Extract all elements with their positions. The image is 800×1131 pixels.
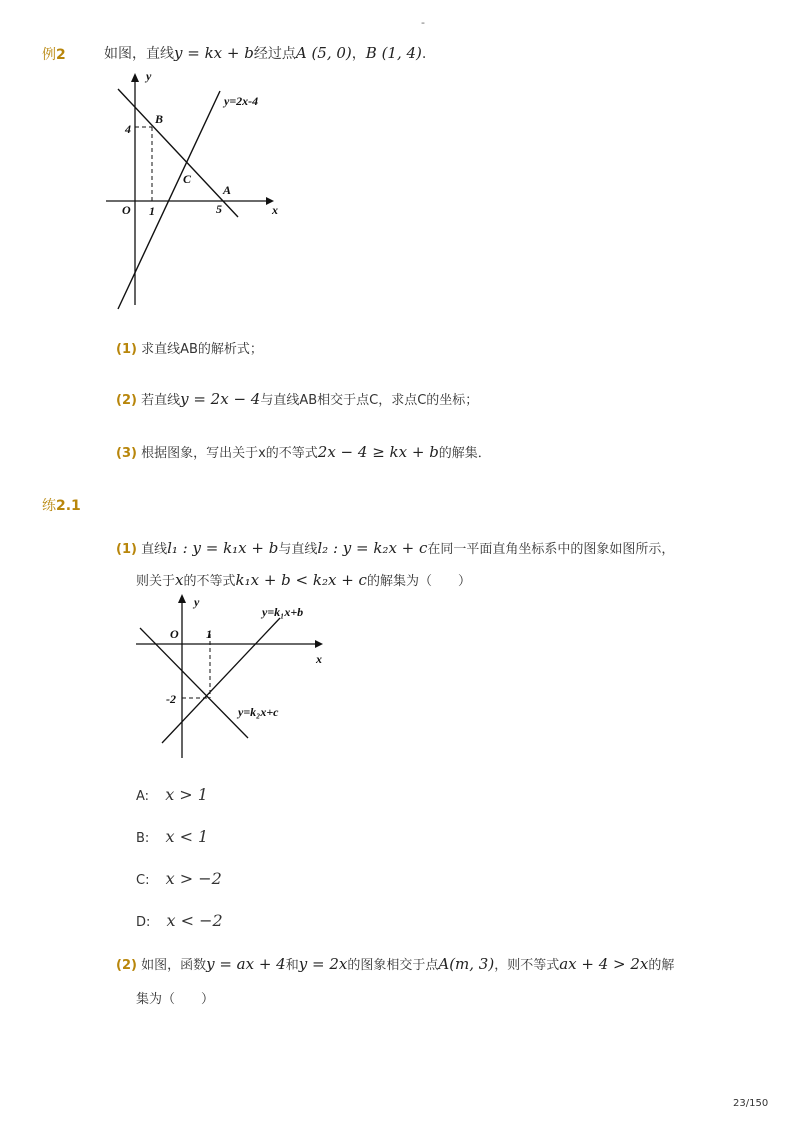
practice-1-line2-mid: 的不等式 xyxy=(183,574,236,589)
practice-2-mid2: 的图象相交于点 xyxy=(347,958,439,973)
option-b[interactable] xyxy=(136,827,208,846)
fig1-tick-4: 4 xyxy=(125,122,131,136)
fig2-x-label: x xyxy=(316,652,322,666)
practice-2-point: A(m, 3) xyxy=(438,955,495,973)
option-c[interactable] xyxy=(136,869,222,888)
fig1-tick-1: 1 xyxy=(149,204,155,218)
practice-2-pre: 如图，函数 xyxy=(141,958,207,973)
practice-1-line-l1: l₁ : y = k₁x + b xyxy=(167,539,279,557)
figure-2 xyxy=(130,588,330,763)
question-2-equation: y = 2x − 4 xyxy=(180,390,261,408)
practice-1-pre: 直线 xyxy=(141,542,168,557)
option-a[interactable] xyxy=(136,785,208,804)
fig1-tick-5: 5 xyxy=(216,202,222,216)
fig1-y-label: y xyxy=(146,69,152,83)
option-c-letter: C: xyxy=(136,873,150,888)
practice-number: 2.1 xyxy=(56,498,81,514)
option-b-letter: B: xyxy=(136,831,150,846)
practice-1-line-1 xyxy=(116,538,674,557)
option-d-letter: D: xyxy=(136,915,151,930)
question-3-pre: 根据图象，写出关于x的不等式 xyxy=(141,446,318,461)
practice-1-number: (1) xyxy=(116,542,137,557)
fig2-line-l1-label: y=k₁x+b xyxy=(262,605,304,619)
question-2-number: (2) xyxy=(116,393,137,408)
practice-1-line2-post: 的解集为（ ） xyxy=(366,574,471,589)
fig2-x-axis-arrow xyxy=(315,640,323,648)
figure-1 xyxy=(100,65,300,320)
example-point-a: A (5, 0) xyxy=(295,44,352,62)
fig2-origin: O xyxy=(170,627,179,641)
question-2-pre: 若直线 xyxy=(141,393,181,408)
example-end: . xyxy=(421,46,427,62)
fig1-point-c: C xyxy=(183,172,192,186)
question-1 xyxy=(116,338,263,357)
y-axis-arrow xyxy=(131,73,139,82)
practice-2-line-2: 集为（ ） xyxy=(136,992,215,1007)
example-heading xyxy=(42,44,66,64)
fig2-y-axis-arrow xyxy=(178,594,186,603)
example-intro: 如图，直线 xyxy=(104,46,174,62)
fig2-tick-minus-2: -2 xyxy=(166,692,176,706)
example-number: 2 xyxy=(56,47,66,63)
practice-1-line2-pre: 则关于 xyxy=(136,574,176,589)
practice-2-mid: 和 xyxy=(285,958,299,973)
practice-1-line-2 xyxy=(136,570,471,589)
option-d-value: x < −2 xyxy=(166,911,223,930)
practice-1-inequality: k₁x + b < k₂x + c xyxy=(235,571,367,589)
fig2-line-l2-label: y=k₂x+c xyxy=(238,705,279,719)
example-sep: ， xyxy=(351,46,366,62)
fig1-x-label: x xyxy=(272,203,278,217)
page-number: 23/150 xyxy=(733,1098,769,1109)
practice-1-line-l2: l₂ : y = k₂x + c xyxy=(317,539,428,557)
option-b-value: x < 1 xyxy=(165,827,209,846)
line-ab xyxy=(118,89,238,217)
practice-1-var: x xyxy=(175,571,184,589)
example-point-b: B (1, 4) xyxy=(365,44,422,62)
fig1-line-label: y=2x-4 xyxy=(224,94,259,108)
question-3-inequality: 2x − 4 ≥ kx + b xyxy=(317,443,439,461)
practice-2-inequality: ax + 4 > 2x xyxy=(559,955,649,973)
option-d[interactable] xyxy=(136,911,223,930)
example-equation: y = kx + b xyxy=(174,44,254,62)
fig1-origin: O xyxy=(122,203,131,217)
fig2-tick-1: 1 xyxy=(206,627,212,641)
practice-2-eq1: y = ax + 4 xyxy=(206,955,286,973)
example-label: 例 xyxy=(42,47,56,63)
practice-1-mid: 与直线 xyxy=(278,542,318,557)
fig1-point-a: A xyxy=(223,183,232,197)
fig2-y-label: y xyxy=(194,595,200,609)
practice-label: 练 xyxy=(42,498,56,514)
header-mark: - xyxy=(421,16,425,29)
fig1-point-b: B xyxy=(155,112,164,126)
practice-2-mid3: ，则不等式 xyxy=(494,958,560,973)
question-3-number: (3) xyxy=(116,446,137,461)
option-c-value: x > −2 xyxy=(165,869,222,888)
practice-2-number: (2) xyxy=(116,958,137,973)
line-l2 xyxy=(162,618,280,743)
question-3 xyxy=(116,442,491,461)
option-a-letter: A: xyxy=(136,789,150,804)
line-y-2x-4 xyxy=(118,91,220,309)
question-1-number: (1) xyxy=(116,342,137,357)
question-3-post: 的解集． xyxy=(438,446,491,461)
question-2-post: 与直线AB相交于点C，求点C的坐标； xyxy=(260,393,479,408)
example-statement xyxy=(104,43,426,63)
practice-2-post: 的解 xyxy=(648,958,675,973)
practice-2-eq2: y = 2x xyxy=(298,955,348,973)
practice-heading xyxy=(42,495,81,515)
example-mid: 经过点 xyxy=(253,46,296,62)
option-a-value: x > 1 xyxy=(165,785,208,804)
question-1-text: 求直线AB的解析式； xyxy=(141,342,263,357)
practice-2-line-1 xyxy=(116,954,674,973)
question-2 xyxy=(116,389,478,408)
practice-1-post: 在同一平面直角坐标系中的图象如图所示， xyxy=(427,542,675,557)
